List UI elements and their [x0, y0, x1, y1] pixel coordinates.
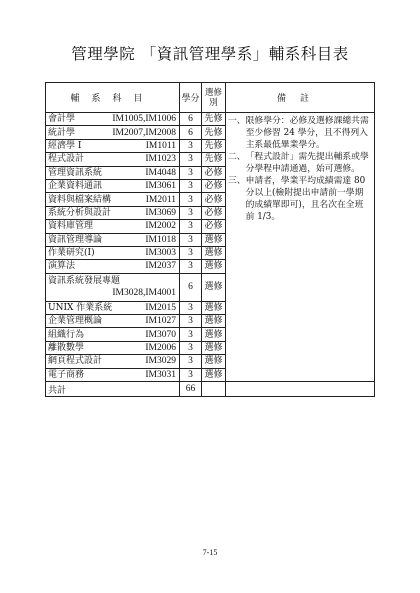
course-name: 電子商務: [48, 369, 85, 380]
header-course-type: [202, 83, 226, 113]
note-text: 申請者，學業平均成績需達 80 分以上(檢附提出申請前一學期的成績單即可)，且名次在全班前 1/3。: [245, 176, 366, 222]
course-type-cell: 必修: [202, 166, 226, 179]
course-cell: [46, 246, 180, 259]
course-type-cell: 選修: [202, 368, 226, 381]
course-type-cell: 選修: [202, 233, 226, 246]
header-credits: 學分: [180, 83, 202, 113]
course-code: IM1027: [145, 316, 176, 327]
total-note-cell: [226, 382, 375, 397]
table-row: [46, 113, 375, 126]
credits-cell: 3: [180, 179, 202, 192]
credits-cell: 3: [180, 206, 202, 219]
total-credits: 66: [180, 382, 202, 397]
credits-cell: 3: [180, 139, 202, 152]
course-type-cell: 選修: [202, 260, 226, 273]
course-cell: [46, 179, 180, 192]
credits-cell: 3: [180, 355, 202, 368]
table-total-row: [46, 382, 375, 397]
course-code: IM3031: [145, 369, 176, 380]
course-name: 企業管理概論: [48, 316, 103, 327]
course-type-cell: 選修: [202, 246, 226, 259]
course-cell: [46, 139, 180, 152]
page-title: 管理學院 「資訊管理學系」輔系科目表: [71, 45, 349, 63]
total-label: 共計: [46, 382, 180, 397]
course-code: IM3003: [145, 248, 176, 259]
course-name: 管理資訊系統: [48, 167, 103, 178]
course-name: 資訊管理導論: [48, 234, 103, 245]
header-notes: 備註: [226, 83, 375, 113]
course-cell: [46, 273, 180, 301]
total-type-cell: [202, 382, 226, 397]
course-name: 資料與檔案結構: [48, 194, 112, 205]
credits-cell: 3: [180, 328, 202, 341]
course-type-cell: 必修: [202, 220, 226, 233]
course-type-cell: 選修: [202, 315, 226, 328]
course-name: 網頁程式設計: [48, 356, 103, 367]
header-course-type-line1: 選修: [204, 87, 222, 98]
course-type-cell: 選修: [202, 273, 226, 301]
course-type-cell: 先修: [202, 153, 226, 166]
credits-cell: 3: [180, 341, 202, 354]
course-name: 會計學: [48, 114, 76, 125]
course-cell: [46, 368, 180, 381]
minor-course-table: [45, 82, 375, 397]
course-code: IM4048: [145, 167, 176, 178]
course-code: IM2037: [145, 261, 176, 272]
course-cell: [46, 220, 180, 233]
course-name: 作業研究(Ⅰ): [48, 248, 95, 259]
header-course-type-line2: 別: [209, 97, 218, 108]
note-number: 二、: [228, 152, 246, 162]
course-type-cell: 必修: [202, 206, 226, 219]
course-name: UNIX 作業系統: [48, 302, 113, 313]
course-name: 資訊系統發展專題: [48, 276, 121, 287]
notes-cell: [226, 113, 375, 382]
credits-cell: 6: [180, 126, 202, 139]
course-code: IM2006: [145, 343, 176, 354]
credits-cell: 3: [180, 301, 202, 314]
course-cell: [46, 126, 180, 139]
credits-cell: 6: [180, 113, 202, 126]
course-type-cell: 選修: [202, 341, 226, 354]
course-name: 資料庫管理: [48, 221, 94, 232]
course-type-cell: 先修: [202, 126, 226, 139]
course-name: 企業資料通訊: [48, 181, 103, 192]
course-type-cell: 先修: [202, 113, 226, 126]
course-cell: [46, 260, 180, 273]
course-cell: [46, 166, 180, 179]
credits-cell: 3: [180, 166, 202, 179]
course-code: IM1018: [145, 234, 176, 245]
course-code: IM3070: [145, 329, 176, 340]
credits-cell: 3: [180, 153, 202, 166]
course-cell: [46, 206, 180, 219]
course-cell: [46, 153, 180, 166]
course-name: 離散數學: [48, 343, 85, 354]
course-code: IM3029: [145, 356, 176, 367]
credits-cell: 3: [180, 220, 202, 233]
page-number: 7-15: [202, 548, 218, 557]
note-text: 「程式設計」需先提出輔系或學分學程申請通過，始可選修。: [245, 152, 369, 174]
course-name: 組織行為: [48, 329, 85, 340]
course-code: IM2002: [145, 221, 176, 232]
course-type-cell: 必修: [202, 179, 226, 192]
course-code: IM1023: [145, 154, 176, 165]
course-code: IM3028,IM4001: [112, 288, 176, 299]
course-type-cell: 必修: [202, 193, 226, 206]
course-cell: [46, 233, 180, 246]
course-code: IM1005,IM1006: [112, 114, 176, 125]
course-cell: [46, 315, 180, 328]
course-code: IM3061: [145, 181, 176, 192]
course-type-cell: 先修: [202, 139, 226, 152]
course-name: 系統分析與設計: [48, 207, 112, 218]
credits-cell: 3: [180, 233, 202, 246]
note-number: 三、: [228, 176, 246, 186]
course-code: IM1011: [145, 140, 176, 151]
credits-cell: 6: [180, 273, 202, 301]
note-item: [228, 115, 371, 151]
note-item: [228, 175, 371, 223]
course-name: 程式設計: [48, 154, 85, 165]
credits-cell: 3: [180, 246, 202, 259]
credits-cell: 3: [180, 368, 202, 381]
note-item: [228, 151, 371, 175]
course-type-cell: 選修: [202, 328, 226, 341]
course-name: 統計學: [48, 127, 76, 138]
course-cell: [46, 355, 180, 368]
course-name: 經濟學 I: [48, 140, 82, 151]
course-cell: [46, 328, 180, 341]
header-course: 輔系科目: [46, 83, 180, 113]
note-text: 限修學分：必修及選修課總共需至少修習 24 學分，且不得列入主系最低畢業學分。: [245, 116, 369, 150]
credits-cell: 3: [180, 260, 202, 273]
course-cell: [46, 301, 180, 314]
course-code: IM2007,IM2008: [112, 127, 176, 138]
course-cell: [46, 193, 180, 206]
course-code: IM3069: [145, 207, 176, 218]
course-type-cell: 選修: [202, 355, 226, 368]
course-cell: [46, 113, 180, 126]
course-code: IM2011: [145, 194, 176, 205]
credits-cell: 3: [180, 315, 202, 328]
note-number: 一、: [228, 116, 246, 126]
course-code: IM2015: [145, 302, 176, 313]
course-name: 演算法: [48, 261, 76, 272]
credits-cell: 3: [180, 193, 202, 206]
course-cell: [46, 341, 180, 354]
table-header-row: [46, 83, 375, 113]
course-type-cell: 選修: [202, 301, 226, 314]
